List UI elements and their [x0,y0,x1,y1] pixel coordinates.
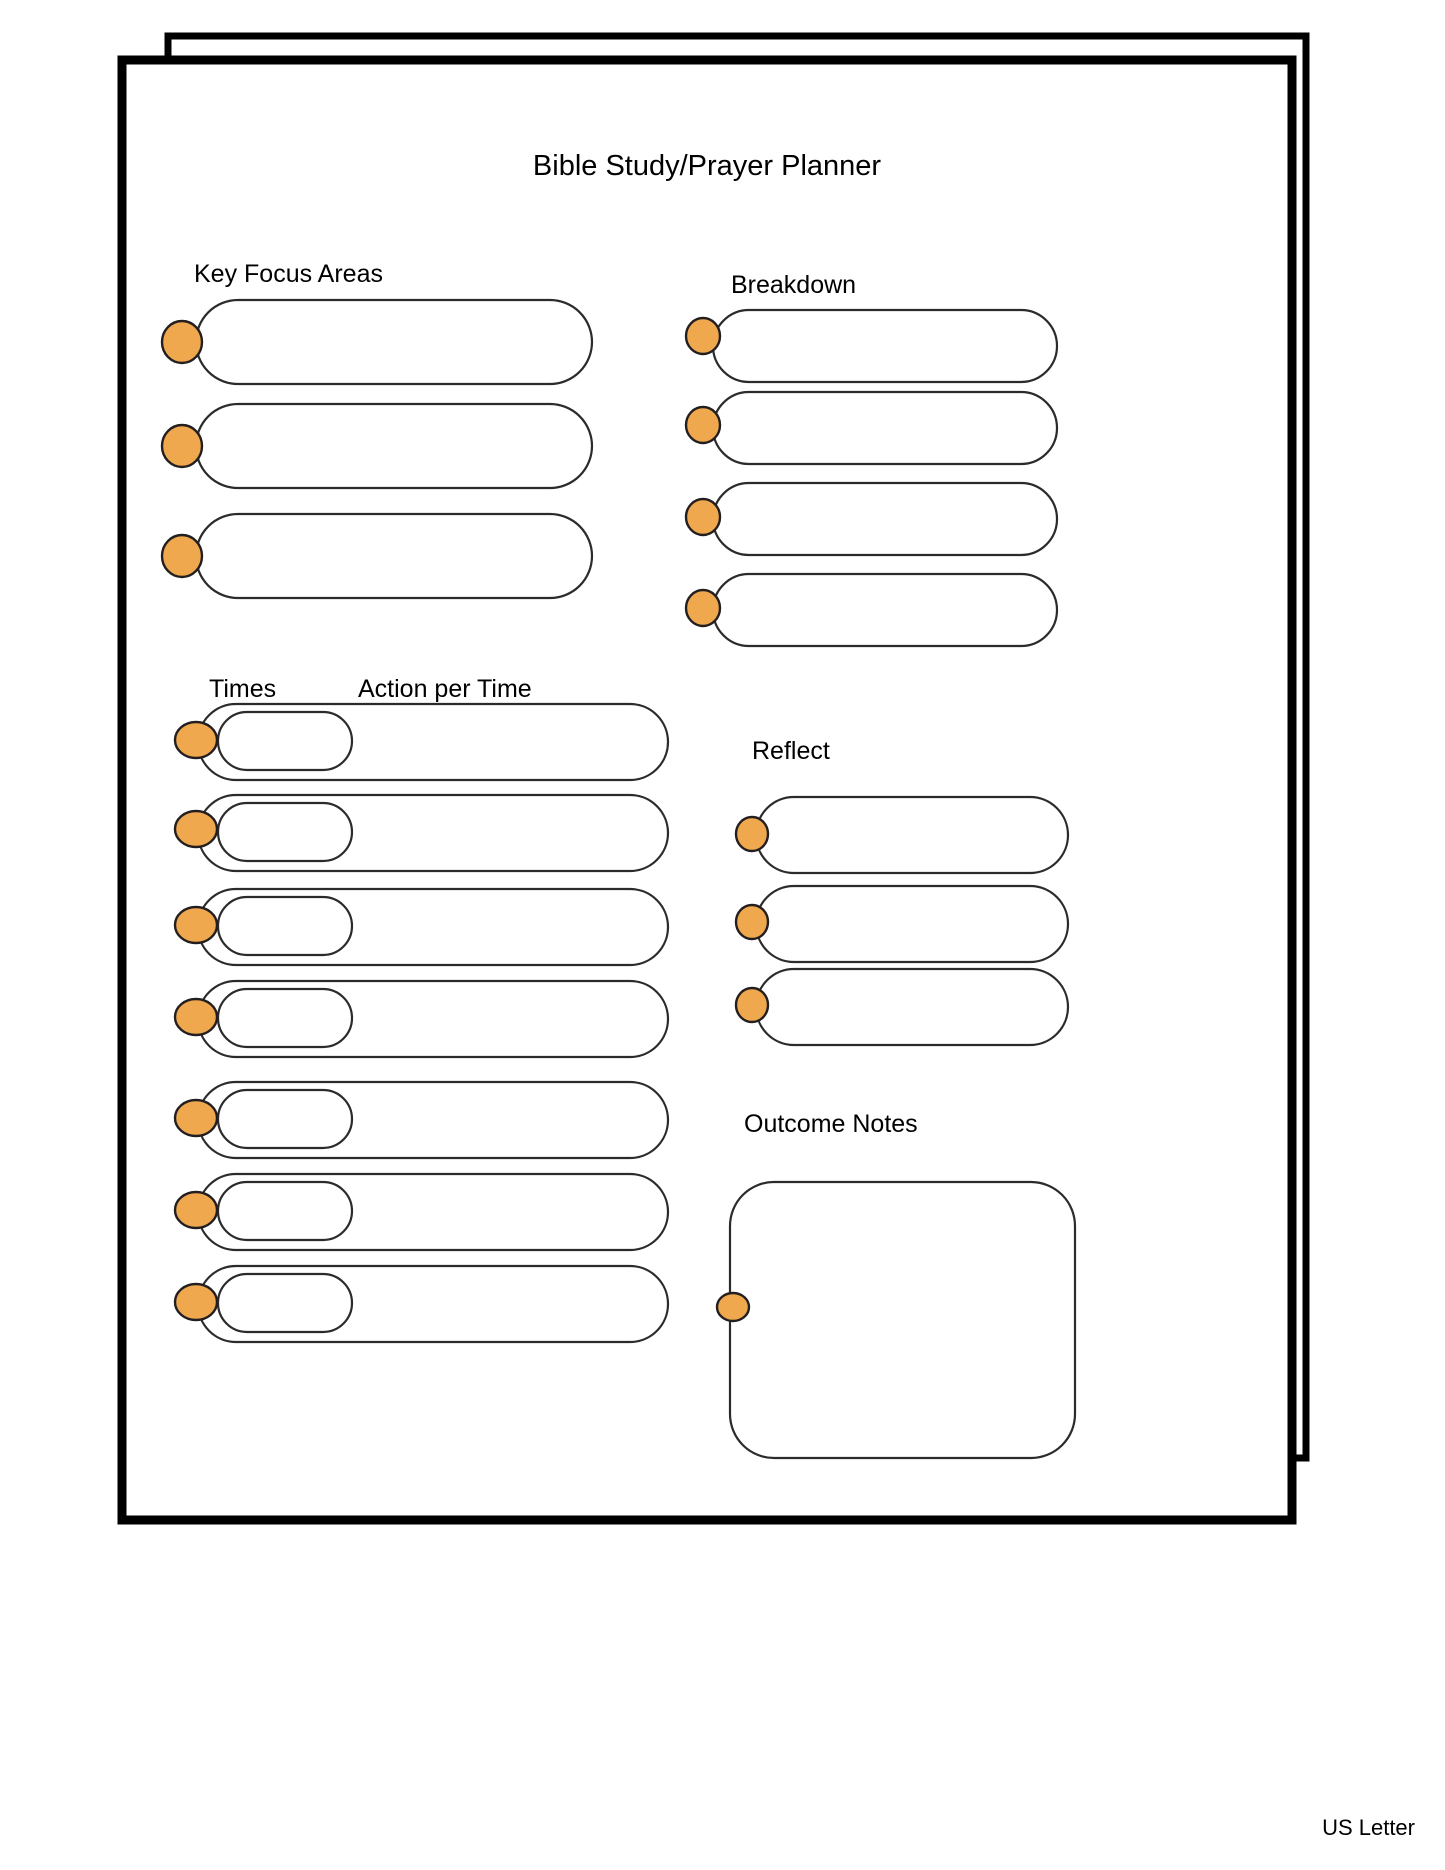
orange-bullet-icon [686,590,720,626]
breakdown-field-3[interactable] [713,483,1057,555]
schedule-row[interactable] [175,704,668,780]
key-focus-row[interactable] [162,514,592,598]
orange-bullet-icon [736,905,768,939]
orange-bullet-icon [162,535,202,577]
breakdown-field-2[interactable] [713,392,1057,464]
orange-bullet-icon [175,999,217,1035]
reflect-row[interactable] [736,797,1068,873]
action-per-time-heading: Action per Time [358,675,532,703]
time-field-1[interactable] [218,712,352,770]
time-field-5[interactable] [218,1090,352,1148]
breakdown-row[interactable] [686,483,1057,555]
reflect-row[interactable] [736,969,1068,1045]
orange-bullet-icon [175,722,217,758]
time-field-6[interactable] [218,1182,352,1240]
time-field-2[interactable] [218,803,352,861]
schedule-row[interactable] [175,981,668,1057]
key-focus-field-2[interactable] [196,404,592,488]
time-field-4[interactable] [218,989,352,1047]
reflect-field-2[interactable] [756,886,1068,962]
reflect-row[interactable] [736,886,1068,962]
section-breakdown [686,271,1057,646]
orange-bullet-icon [162,425,202,467]
breakdown-field-4[interactable] [713,574,1057,646]
schedule-row[interactable] [175,795,668,871]
breakdown-row[interactable] [686,310,1057,382]
orange-bullet-icon [686,407,720,443]
orange-bullet-icon [175,1100,217,1136]
schedule-row[interactable] [175,1174,668,1250]
schedule-row[interactable] [175,1082,668,1158]
time-field-3[interactable] [218,897,352,955]
section-schedule [175,675,668,1342]
page-title: Bible Study/Prayer Planner [532,150,882,182]
orange-bullet-icon [175,907,217,943]
key-focus-areas-heading: Key Focus Areas [194,260,383,288]
breakdown-field-1[interactable] [713,310,1057,382]
breakdown-row[interactable] [686,392,1057,464]
schedule-row[interactable] [175,1266,668,1342]
key-focus-row[interactable] [162,404,592,488]
orange-bullet-icon [162,321,202,363]
orange-bullet-icon [686,499,720,535]
key-focus-field-3[interactable] [196,514,592,598]
reflect-field-1[interactable] [756,797,1068,873]
times-heading: Times [209,675,277,703]
outcome-notes-field[interactable] [730,1182,1075,1458]
orange-bullet-icon [175,1192,217,1228]
orange-bullet-icon [686,318,720,354]
breakdown-row[interactable] [686,574,1057,646]
orange-bullet-icon [736,988,768,1022]
reflect-heading: Reflect [752,737,830,765]
schedule-row[interactable] [175,889,668,965]
orange-bullet-icon [175,811,217,847]
paper-size-label: US Letter [1322,1815,1415,1840]
key-focus-field-1[interactable] [196,300,592,384]
time-field-7[interactable] [218,1274,352,1332]
orange-bullet-icon [736,817,768,851]
reflect-field-3[interactable] [756,969,1068,1045]
breakdown-heading: Breakdown [731,271,857,299]
orange-bullet-icon [717,1293,749,1321]
orange-bullet-icon [175,1284,217,1320]
section-key-focus-areas [162,260,592,598]
key-focus-row[interactable] [162,300,592,384]
outcome-notes-heading: Outcome Notes [744,1110,918,1138]
